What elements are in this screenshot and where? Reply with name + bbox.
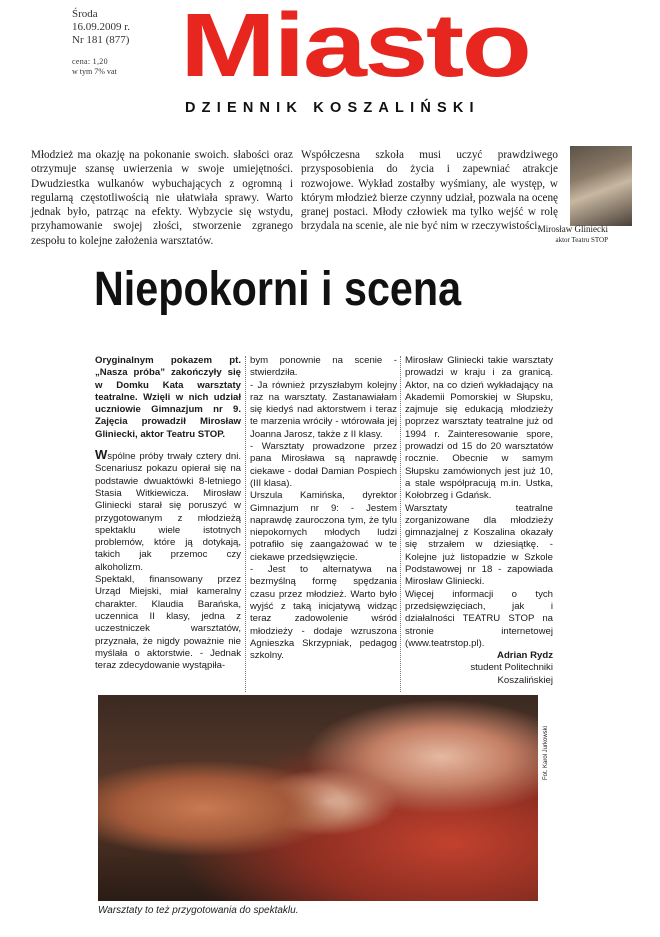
article-column-3 xyxy=(405,355,553,687)
article-paragraph: - Jest to alternatywa na bezmyślną formę spędzania czasu przez młodzież. Warto było wyjść z taką inicjatywą widząc teraz zadowolenie wśród młodzieży - dodaje wzruszona Agnieszka Skrzypniak, pedagog szkolny. xyxy=(250,564,397,662)
photo-caption: Warsztaty to też przygotowania do spektaklu. xyxy=(98,905,299,916)
portrait-photo xyxy=(570,146,632,226)
lead-text-left: Młodzież ma okazję na pokonanie swoich. słabości oraz otrzymuje szansę uwierzenia w swoje umiejętności. Dwudziestka wulkanów wybuchających z ogromną i regularną częstotliwością nie ułatwiała sprawy. Warto jednak było, patrząc na efekty. Wybzycie się wstydu, przyhamowanie swojej złości, stworzenie zgranego zespołu to kolejne założenia warsztatów. xyxy=(31,149,293,247)
article-paragraph: Wspólne próby trwały cztery dni. Scenariusz pokazu opierał się na podstawie dwuaktówki 8-letniego Stasia Witkiewicza. Mirosław Gliniecki starał się poruszyć w przygotowanym z młodzieżą spektaklu wiele istotnych problemów, które ją dotykają, takich jak przemoc czy alkoholizm. xyxy=(95,447,241,573)
article-paragraph: Urszula Kamińska, dyrektor Gimnazjum nr 9: - Jestem naprawdę zauroczona tym, że tylu niepokornych młodych ludzi potrafiło się zaangażować w te ciekawe przedsięwzięcie. xyxy=(250,490,397,563)
article-paragraph: Mirosław Gliniecki takie warsztaty prowadzi w kraju i za granicą. Aktor, na co dzień wykładający na Akademii Pomorskiej w Słupsku, zajmuje się edukacją młodzieży poprzez warsztaty teatralne już od 1994 r. Zainteresowanie spore, prowadzi od 15 do 20 warsztatów rocznie. Obecnie w samym Słupsku zamówionych jest już 10, a stale współpracują m.in. Ustka, Kołobrzeg i Gdańsk. xyxy=(405,355,553,502)
article-column-1 xyxy=(95,355,241,672)
column-divider xyxy=(400,356,401,692)
lead-text-right: Współczesna szkoła musi uczyć prawdziwego przysposobienia do życia i zapewniać atrakcje rozwojowe. Wykład zostałby wyśmiany, ale występ, w którym młodzież bierze czynny udział, pozwala na ocenę granej postaci. Młody człowiek ma tylko wejść w rolę brzydala na scenie, ale nie być nim w rzeczywistości. xyxy=(301,149,558,233)
photo-credit: Fot. Karol Jurkowski xyxy=(543,725,549,780)
issue-vat: w tym 7% vat xyxy=(72,67,117,76)
issue-date: 16.09.2009 r. xyxy=(72,21,131,33)
drop-cap: W xyxy=(95,447,108,463)
article-paragraph: - Ja również przyszłabym kolejny raz na warsztaty. Zastanawiałam się kiedyś nad aktorstwem i teraz te marzenia wróciły - wtórowała jej Joanna Jarosz, także z II klasy. xyxy=(250,379,397,440)
article-paragraph: bym ponownie na scenie - stwierdziła. xyxy=(250,355,397,379)
masthead-meta xyxy=(72,8,182,77)
article-paragraph: Spektakl, finansowany przez Urząd Miejski, miał kameralny charakter. Klaudia Barańska, uczennica II klasy, jedna z uczestniczek warsztatów, przyznała, że nigdy poważnie nie myślała o aktorstwie. - Jednak teraz zdecydowanie wystąpiła- xyxy=(95,574,241,672)
article-headline: Niepokorni i scena xyxy=(94,263,462,316)
article-paragraph: Warsztaty teatralne zorganizowane dla młodzieży gimnazjalnej z Koszalina okazały się strzałem w dziesiątkę. - Kolejne już listopadzie w Szkole Podstawowej nr 18 - zapowiada Mirosław Gliniecki. xyxy=(405,502,553,588)
issue-price: cena: 1,20 xyxy=(72,57,108,66)
article-paragraph: Więcej informacji o tych przedsięwzięciach, jak i działalności TEATRU STOP na stronie internetowej (www.teatrstop.pl). xyxy=(405,588,553,649)
newspaper-logo: Miasto xyxy=(180,0,530,96)
article-photo xyxy=(98,695,538,901)
newspaper-subtitle: DZIENNIK KOSZALIŃSKI xyxy=(185,100,480,116)
author-name: Adrian Rydz xyxy=(497,650,553,662)
article-paragraph: - Warsztaty prowadzone przez pana Mirosława są naprawdę ciekawe - dodał Damian Pospiech (III klasa). xyxy=(250,441,397,489)
issue-number: Nr 181 (877) xyxy=(72,34,130,46)
author-role: student Politechniki xyxy=(470,662,553,674)
column-divider xyxy=(245,356,246,692)
article-intro: Oryginalnym pokazem pt. „Nasza próba” zakończyły się w Domku Kata warsztaty teatralne. Wzięli w nich udział uczniowie Gimnazjum nr 9. Zajęcia prowadził Mirosław Gliniecki, aktor Teatru STOP. xyxy=(95,355,241,440)
portrait-caption-name: Mirosław Gliniecki xyxy=(537,224,608,234)
portrait-caption-role: aktor Teatru STOP xyxy=(555,236,608,244)
article-column-2 xyxy=(250,355,397,662)
author-role: Koszalińskiej xyxy=(497,674,553,686)
issue-day: Środa xyxy=(72,8,98,20)
